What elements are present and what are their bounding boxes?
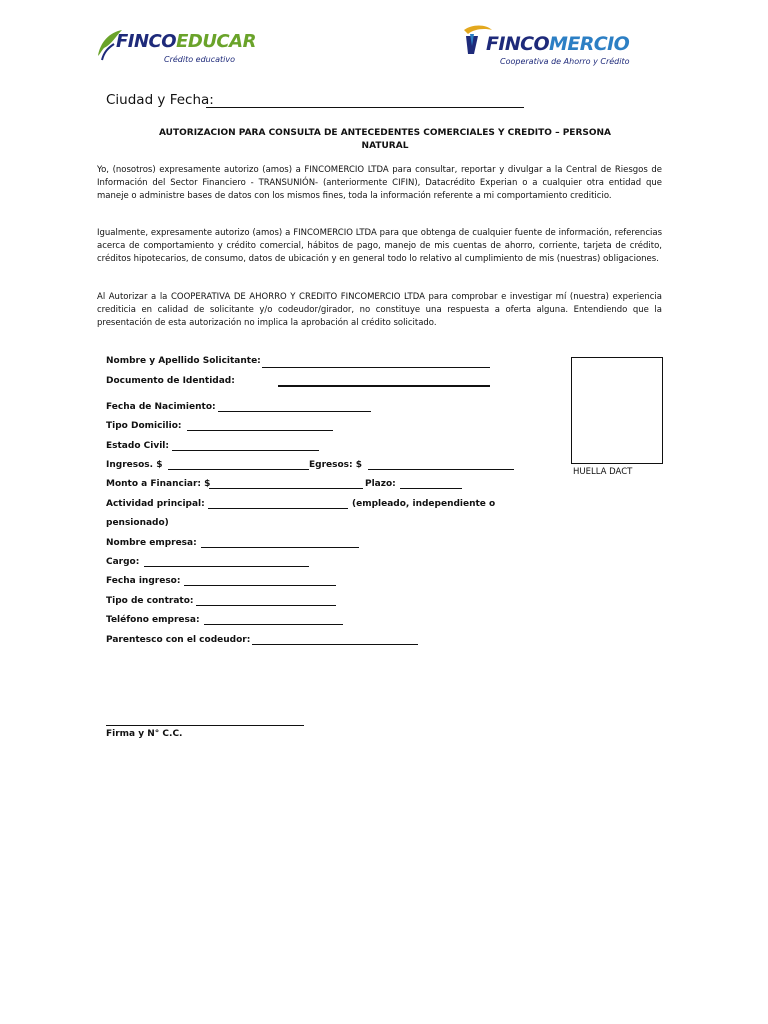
telefono-empresa-label: Teléfono empresa:: [106, 615, 200, 625]
plazo-input-line[interactable]: [400, 488, 462, 489]
telefono-empresa-input-line[interactable]: [204, 624, 343, 625]
city-date-input-line[interactable]: [206, 107, 524, 108]
cargo-label: Cargo:: [106, 557, 140, 567]
tipo-domicilio-label: Tipo Domicilio:: [106, 421, 182, 431]
fingerprint-box[interactable]: [571, 357, 663, 464]
estado-civil-input-line[interactable]: [172, 450, 319, 451]
signature-line[interactable]: [106, 725, 304, 726]
fecha-ingreso-input-line[interactable]: [184, 585, 336, 586]
signature-label: Firma y N° C.C.: [106, 729, 183, 739]
estado-civil-label: Estado Civil:: [106, 441, 169, 451]
fincoeducar-logo: [94, 26, 254, 70]
plazo-label: Plazo:: [365, 479, 396, 489]
fecha-ingreso-label: Fecha ingreso:: [106, 576, 181, 586]
nombre-label: Nombre y Apellido Solicitante:: [106, 356, 261, 366]
monto-label: Monto a Financiar: $: [106, 479, 211, 489]
documento-input-line[interactable]: [278, 385, 490, 387]
parentesco-input-line[interactable]: [252, 644, 418, 645]
document-title: [140, 127, 630, 153]
actividad-input-line[interactable]: [208, 508, 348, 509]
egresos-label: Egresos: $: [309, 460, 363, 470]
fincoeducar-wordmark: FINCOEDUCAR: [116, 31, 256, 52]
city-date-label: Ciudad y Fecha:: [106, 92, 214, 108]
ingresos-input-line[interactable]: [168, 469, 309, 470]
fincomercio-wordmark: FINCOMERCIO: [486, 33, 630, 55]
parentesco-label: Parentesco con el codeudor:: [106, 635, 251, 645]
fecha-nacimiento-label: Fecha de Nacimiento:: [106, 402, 216, 412]
nombre-empresa-label: Nombre empresa:: [106, 538, 197, 548]
actividad-hint: (empleado, independiente o: [352, 499, 496, 509]
tipo-domicilio-input-line[interactable]: [187, 430, 333, 431]
fecha-nacimiento-input-line[interactable]: [218, 411, 371, 412]
cargo-input-line[interactable]: [144, 566, 309, 567]
actividad-label: Actividad principal:: [106, 499, 205, 509]
tipo-contrato-label: Tipo de contrato:: [106, 596, 194, 606]
document-title-line1: AUTORIZACION PARA CONSULTA DE ANTECEDENTES COMERCIALES Y CREDITO – PERSONA: [158, 128, 612, 138]
fincomercio-tagline: Cooperativa de Ahorro y Crédito: [500, 57, 630, 66]
documento-label: Documento de Identidad:: [106, 376, 235, 386]
actividad-hint-2: pensionado): [106, 518, 169, 528]
fingerprint-label: HUELLA DACT: [573, 467, 633, 477]
fincoeducar-tagline: Crédito educativo: [164, 55, 236, 64]
egresos-input-line[interactable]: [368, 469, 514, 470]
nombre-input-line[interactable]: [262, 367, 490, 368]
monto-input-line[interactable]: [209, 488, 363, 489]
fincomercio-logo: [462, 24, 642, 70]
authorization-paragraph-1: Yo, (nosotros) expresamente autorizo (amos) a FINCOMERCIO LTDA para consultar, reportar y divulgar a la Central de Riesgos de Información del Sector Financiero - TRANSUNIÓN- (anteriormente CIFIN), Datacrédito Experian o a cualquier otra entidad que maneje o administre bases de datos con los mismos fines, toda la información referente a mi comportamiento crediticio.: [97, 165, 662, 201]
tipo-contrato-input-line[interactable]: [196, 605, 336, 606]
authorization-paragraph-3: Al Autorizar a la COOPERATIVA DE AHORRO Y CREDITO FINCOMERCIO LTDA para comprobar e investigar mí (nuestra) experiencia crediticia en calidad de solicitante y/o codeudor/girador, no constituye una respuesta a oferta alguna. Entendiendo que la presentación de esta autorización no implica la aprobación al crédito solicitado.: [97, 292, 662, 328]
ingresos-label: Ingresos. $: [106, 460, 163, 470]
document-title-line2: NATURAL: [361, 141, 409, 151]
authorization-paragraph-2: Igualmente, expresamente autorizo (amos) a FINCOMERCIO LTDA para que obtenga de cualquier fuente de información, referencias acerca de comportamiento y crédito comercial, hábitos de pago, manejo de mis cuentas de ahorro, corriente, tarjeta de crédito, créditos hipotecarios, de consumo, datos de ubicación y en general todo lo relativo al cumplimiento de mis (nuestras) obligaciones.: [97, 228, 662, 264]
nombre-empresa-input-line[interactable]: [201, 547, 359, 548]
